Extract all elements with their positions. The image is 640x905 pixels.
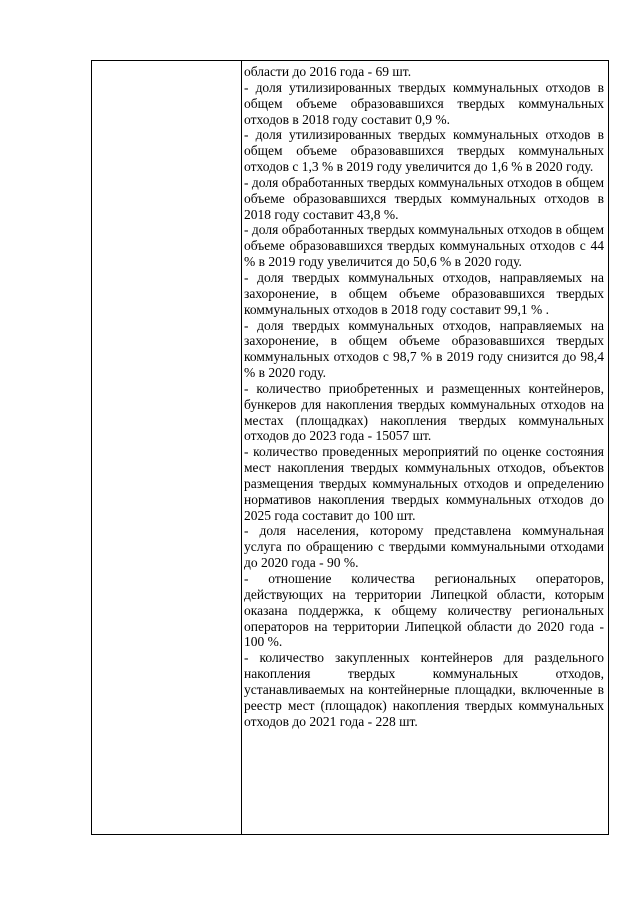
paragraph-continuation: области до 2016 года - 69 шт. — [244, 64, 412, 79]
paragraph-indicator-1: - доля утилизированных твердых коммунальных отходов в общем объеме образовавшихся твердых коммунальных отходов в 2018 году составит 0,9 %. — [244, 79, 604, 127]
paragraph-indicator-3: - доля обработанных твердых коммунальных отходов в общем объеме образовавшихся твердых коммунальных отходов в 2018 году составит 43,8 %. — [244, 174, 604, 222]
table-right-cell — [244, 64, 604, 729]
paragraph-indicator-5: - доля твердых коммунальных отходов, направляемых на захоронение, в общем объеме образовавшихся твердых коммунальных отходов в 2018 году составит 99,1 % . — [244, 269, 604, 317]
paragraph-indicator-11: - количество закупленных контейнеров для раздельного накопления твердых коммунальных отходов, устанавливаемых на контейнерные площадки, включенные в реестр мест (площадок) накопления твердых коммунальных отходов до 2021 года - 228 шт. — [244, 650, 604, 729]
indicators-table — [91, 60, 609, 835]
paragraph-indicator-6: - доля твердых коммунальных отходов, направляемых на захоронение, в общем объеме образовавшихся твердых коммунальных отходов с 98,7 % в 2019 году снизится до 98,4 % в 2020 году. — [244, 317, 604, 381]
column-divider — [241, 61, 242, 834]
paragraph-indicator-2: - доля утилизированных твердых коммунальных отходов в общем объеме образовавшихся твердых коммунальных отходов с 1,3 % в 2019 году увеличится до 1,6 % в 2020 году. — [244, 127, 604, 175]
paragraph-indicator-7: - количество приобретенных и размещенных контейнеров, бункеров для накопления твердых коммунальных отходов на местах (площадках) накопления твердых коммунальных отходов до 2023 года - 15057 шт. — [244, 380, 604, 444]
paragraph-indicator-8: - количество проведенных мероприятий по оценке состояния мест накопления твердых коммунальных отходов, объектов размещения твердых коммунальных отходов и определению нормативов накопления твердых коммунальных отходов до 2025 года составит до 100 шт. — [244, 444, 604, 523]
paragraph-indicator-9: - доля населения, которому представлена коммунальная услуга по обращению с твердыми коммунальными отходами до 2020 года - 90 %. — [244, 523, 604, 571]
paragraph-indicator-10: - отношение количества региональных операторов, действующих на территории Липецкой области, которым оказана поддержка, к общему количеству региональных операторов на территории Липецкой области до 2020 года - 100 %. — [244, 571, 604, 650]
paragraph-indicator-4: - доля обработанных твердых коммунальных отходов в общем объеме образовавшихся твердых коммунальных отходов с 44 % в 2019 году увеличится до 50,6 % в 2020 году. — [244, 222, 604, 270]
